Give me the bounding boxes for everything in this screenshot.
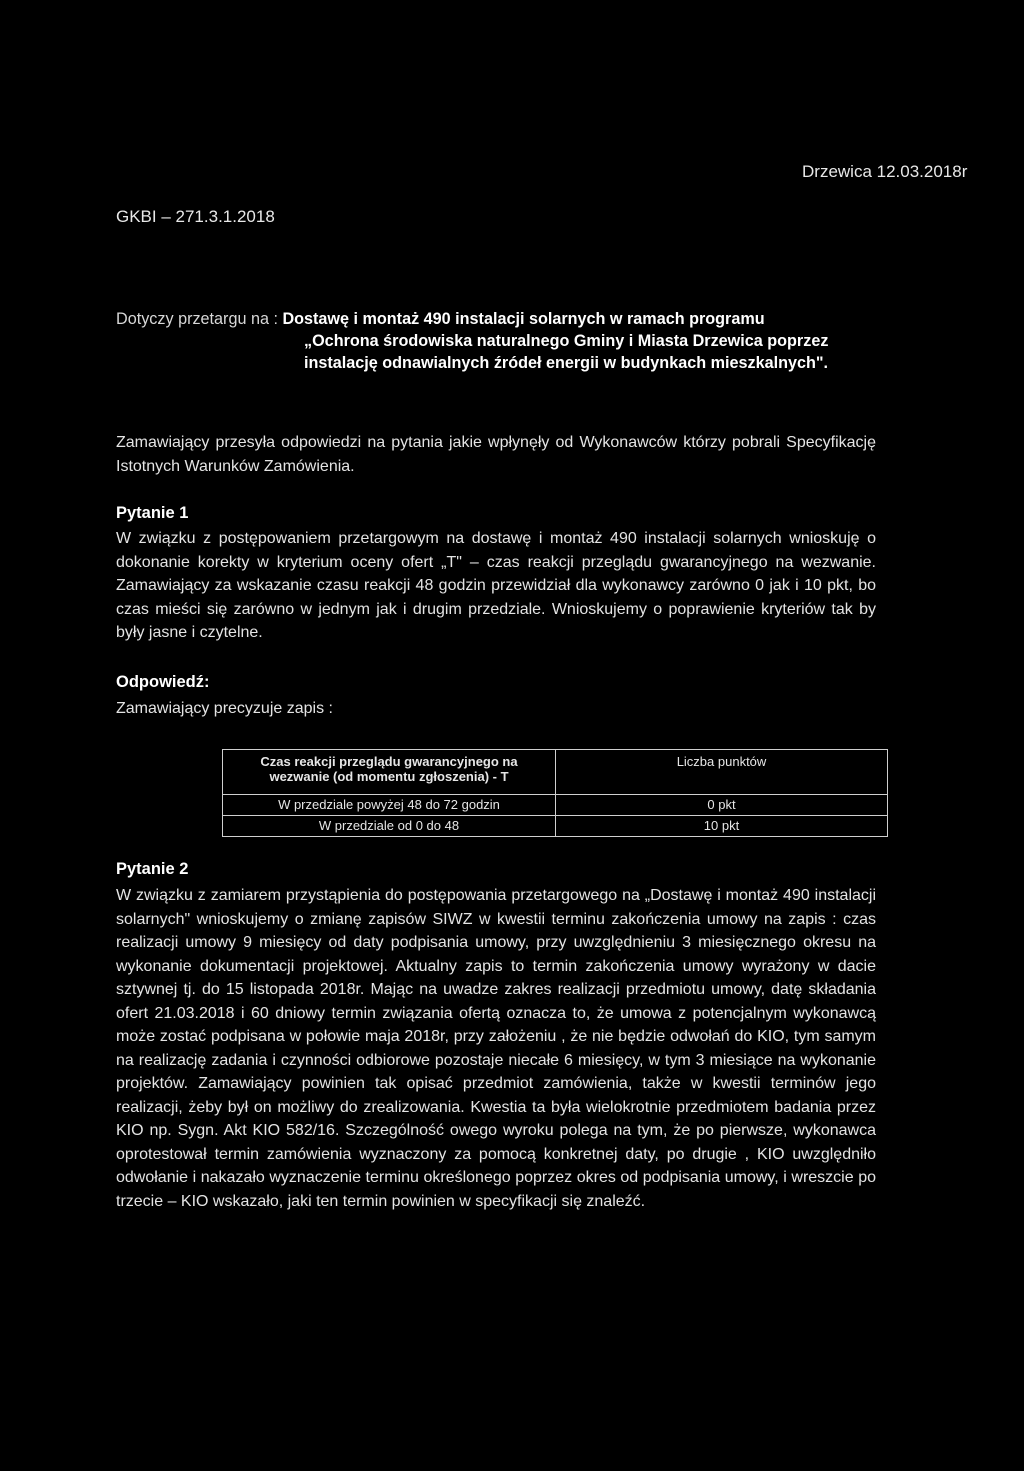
table-header-time: Czas reakcji przeglądu gwarancyjnego na wezwanie (od momentu zgłoszenia) - T — [223, 750, 556, 795]
points-table — [222, 749, 888, 837]
table-cell-range: W przedziale powyżej 48 do 72 godzin — [223, 795, 556, 816]
table-header-points: Liczba punktów — [556, 750, 888, 795]
question2-text: W związku z zamiarem przystąpienia do postępowania przetargowego na „Dostawę i montaż 490 instalacji solarnych" wnioskujemy o zmianę zapisów SIWZ w kwestii terminu zakończenia umowy na zapis : czas realizacji umowy 9 miesięcy od daty podpisania umowy, przy uwzględnieniu 3 miesięcznego okresu na wykonanie dokumentacji projektowej. Aktualny zapis to termin zakończenia umowy wyrażony w dacie sztywnej tj. do 15 listopada 2018r. Mając na uwadze zakres realizacji przedmiotu umowy, datę składania ofert 21.03.2018 i 60 dniowy termin związania ofertą oznacza to, że umowa z potencjalnym wykonawcą może zostać podpisana w połowie maja 2018r, przy założeniu , że nie będzie odwołań do KIO, tym samym na realizację zadania i czynności odbiorowe pozostaje niecałe 6 miesięcy, w tym 3 miesiące na wykonanie projektów. Zamawiający powinien tak opisać przedmiot zamówienia, także w kwestii terminów jego realizacji, żeby był on możliwy do zrealizowania. Kwestia ta była wielokrotnie przedmiotem badania przez KIO np. Sygn. Akt KIO 582/16. Szczególność owego wyroku polega na tym, że po pierwsze, wykonawca oprotestował termin zamówienia wyznaczony za pomocą konkretnej daty, po drugie , KIO uwzględniło odwołanie i nakazało wyznaczenie terminu określonego poprzez okres od podpisania umowy, i wreszcie po trzecie – KIO wskazało, jaki ten termin powinien w specyfikacji się znaleźć. — [116, 887, 876, 1210]
question2-heading: Pytanie 2 — [116, 860, 189, 878]
table-row — [223, 816, 888, 837]
intro-paragraph: Zamawiający przesyła odpowiedzi na pytania jakie wpłynęły od Wykonawców którzy pobrali Specyfikację Istotnych Warunków Zamówienia. — [116, 434, 876, 475]
answer1-heading: Odpowiedź: — [116, 673, 210, 691]
question1-heading: Pytanie 1 — [116, 504, 189, 522]
table-header-row — [223, 750, 888, 795]
table-cell-points: 10 pkt — [556, 816, 888, 837]
document-reference-number: GKBI – 271.3.1.2018 — [116, 207, 275, 226]
subject-block — [116, 308, 876, 374]
subject-title-line1: Dostawę i montaż 490 instalacji solarnych w ramach programu — [282, 310, 765, 328]
table-cell-range: W przedziale od 0 do 48 — [223, 816, 556, 837]
subject-lead: Dotyczy przetargu na : — [116, 310, 283, 328]
table-cell-points: 0 pkt — [556, 795, 888, 816]
table-row — [223, 795, 888, 816]
subject-title-line3: instalację odnawialnych źródeł energii w budynkach mieszkalnych". — [304, 354, 829, 372]
document-date: Drzewica 12.03.2018r — [802, 162, 968, 181]
question1-text: W związku z postępowaniem przetargowym na dostawę i montaż 490 instalacji solarnych wnioskuję o dokonanie korekty w kryterium oceny ofert „T" – czas reakcji przeglądu gwarancyjnego na wezwanie. Zamawiający za wskazanie czasu reakcji 48 godzin przewidział dla wykonawcy zarówno 0 jak i 10 pkt, bo czas mieści się zarówno w jednym jak i drugim przedziale. Wnioskujemy o poprawienie kryteriów tak by były jasne i czytelne. — [116, 530, 876, 641]
subject-title-line2: „Ochrona środowiska naturalnego Gminy i Miasta Drzewica poprzez — [304, 332, 829, 350]
answer1-text: Zamawiający precyzuje zapis : — [116, 700, 333, 717]
